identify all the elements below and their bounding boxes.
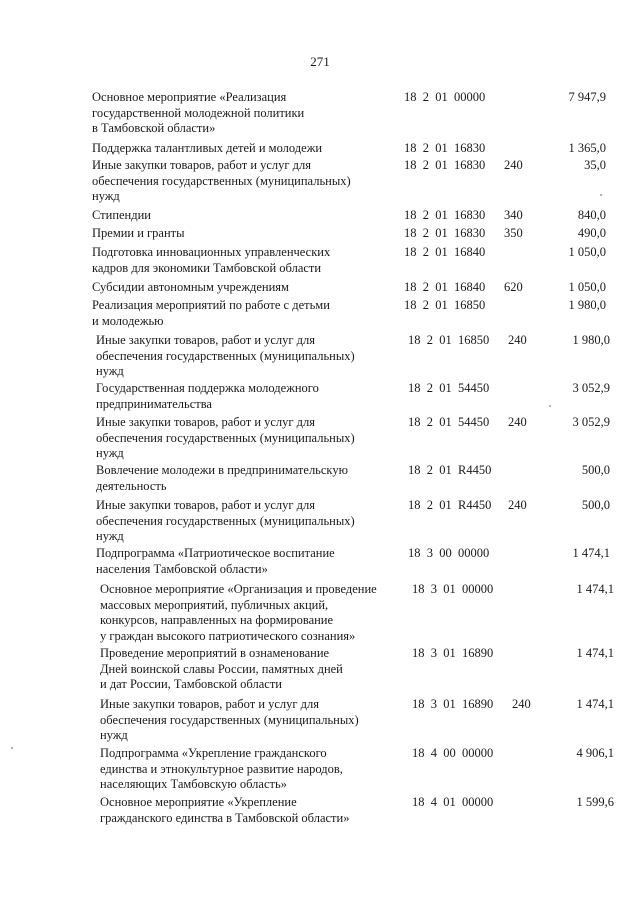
row-name: Субсидии автономным учреждениям xyxy=(92,280,289,294)
row-code: 18 2 01 16840 xyxy=(404,280,486,294)
row-amount: 1 980,0 xyxy=(568,298,606,312)
row-code: 18 3 00 00000 xyxy=(408,546,490,560)
row-name: Премии и гранты xyxy=(92,226,185,240)
row-code: 18 3 01 16890 xyxy=(412,646,494,660)
row-name: Поддержка талантливых детей и молодежи xyxy=(92,141,323,155)
row-code: 18 2 01 16830 xyxy=(404,208,486,222)
row-name: Иные закупки товаров, работ и услуг для обеспечения государственных (муниципальных) нужд xyxy=(100,697,359,742)
row-amount: 490,0 xyxy=(577,226,606,240)
row-expense-type: 240 xyxy=(512,697,531,711)
row-amount: 1 474,1 xyxy=(576,582,614,596)
row-amount: 35,0 xyxy=(584,158,606,172)
row-amount: 1 474,1 xyxy=(572,546,610,560)
row-name: Стипендии xyxy=(92,208,151,222)
row-code: 18 2 01 16830 xyxy=(404,158,486,172)
row-amount: 1 599,6 xyxy=(576,795,614,809)
row-name: Реализация мероприятий по работе с детьми и молодежью xyxy=(92,298,330,328)
row-amount: 3 052,9 xyxy=(572,381,610,395)
row-name: Подпрограмма «Патриотическое воспитание населения Тамбовской области» xyxy=(96,546,335,576)
row-code: 18 2 01 54450 xyxy=(408,381,490,395)
scan-speck xyxy=(549,405,551,407)
row-name: Иные закупки товаров, работ и услуг для обеспечения государственных (муниципальных) нужд xyxy=(96,498,355,543)
row-name: Вовлечение молодежи в предпринимательскую деятельность xyxy=(96,463,348,493)
scan-speck xyxy=(600,194,602,196)
row-code: 18 2 01 54450 xyxy=(408,415,490,429)
row-amount: 3 052,9 xyxy=(572,415,610,429)
row-amount: 1 050,0 xyxy=(568,245,606,259)
row-amount: 7 947,9 xyxy=(568,90,606,104)
row-amount: 1 050,0 xyxy=(568,280,606,294)
row-name: Проведение мероприятий в ознаменование Дней воинской славы России, памятных дней и дат России, Тамбовской области xyxy=(100,646,343,691)
row-amount: 1 980,0 xyxy=(572,333,610,347)
row-name: Подготовка инновационных управленческих кадров для экономики Тамбовской области xyxy=(92,245,331,275)
row-expense-type: 350 xyxy=(504,226,523,240)
row-amount: 840,0 xyxy=(577,208,606,222)
row-amount: 1 474,1 xyxy=(576,697,614,711)
row-name: Основное мероприятие «Реализация государственной молодежной политики в Тамбовской области» xyxy=(92,90,305,135)
row-code: 18 2 01 16830 xyxy=(404,141,486,155)
row-code: 18 3 01 00000 xyxy=(412,582,494,596)
row-code: 18 2 01 R4450 xyxy=(408,498,492,512)
row-name: Иные закупки товаров, работ и услуг для обеспечения государственных (муниципальных) нужд xyxy=(96,415,355,460)
row-expense-type: 240 xyxy=(504,158,523,172)
row-name: Основное мероприятие «Организация и проведение массовых мероприятий, публичных акций, конкурсов, направленных на формирование у граждан высокого патриотического сознания» xyxy=(100,582,377,643)
row-code: 18 2 01 16830 xyxy=(404,226,486,240)
row-name: Иные закупки товаров, работ и услуг для обеспечения государственных (муниципальных) нужд xyxy=(92,158,351,203)
row-code: 18 2 01 R4450 xyxy=(408,463,492,477)
row-name: Государственная поддержка молодежного предпринимательства xyxy=(96,381,319,411)
row-expense-type: 340 xyxy=(504,208,523,222)
page-number: 271 xyxy=(310,54,330,69)
scan-speck xyxy=(11,747,13,749)
row-name: Подпрограмма «Укрепление гражданского единства и этнокультурное развитие народов, населяющих Тамбовскую область» xyxy=(100,746,343,791)
row-name: Иные закупки товаров, работ и услуг для обеспечения государственных (муниципальных) нужд xyxy=(96,333,355,378)
row-amount: 1 365,0 xyxy=(568,141,606,155)
row-amount: 4 906,1 xyxy=(576,746,614,760)
row-code: 18 2 01 16850 xyxy=(408,333,490,347)
row-code: 18 2 01 16840 xyxy=(404,245,486,259)
row-amount: 500,0 xyxy=(581,498,610,512)
row-code: 18 3 01 16890 xyxy=(412,697,494,711)
row-amount: 500,0 xyxy=(581,463,610,477)
row-name: Основное мероприятие «Укрепление гражданского единства в Тамбовской области» xyxy=(100,795,350,825)
row-code: 18 4 00 00000 xyxy=(412,746,494,760)
row-amount: 1 474,1 xyxy=(576,646,614,660)
row-expense-type: 240 xyxy=(508,498,527,512)
row-expense-type: 240 xyxy=(508,415,527,429)
row-expense-type: 240 xyxy=(508,333,527,347)
row-code: 18 4 01 00000 xyxy=(412,795,494,809)
row-code: 18 2 01 00000 xyxy=(404,90,486,104)
row-expense-type: 620 xyxy=(504,280,523,294)
row-code: 18 2 01 16850 xyxy=(404,298,486,312)
